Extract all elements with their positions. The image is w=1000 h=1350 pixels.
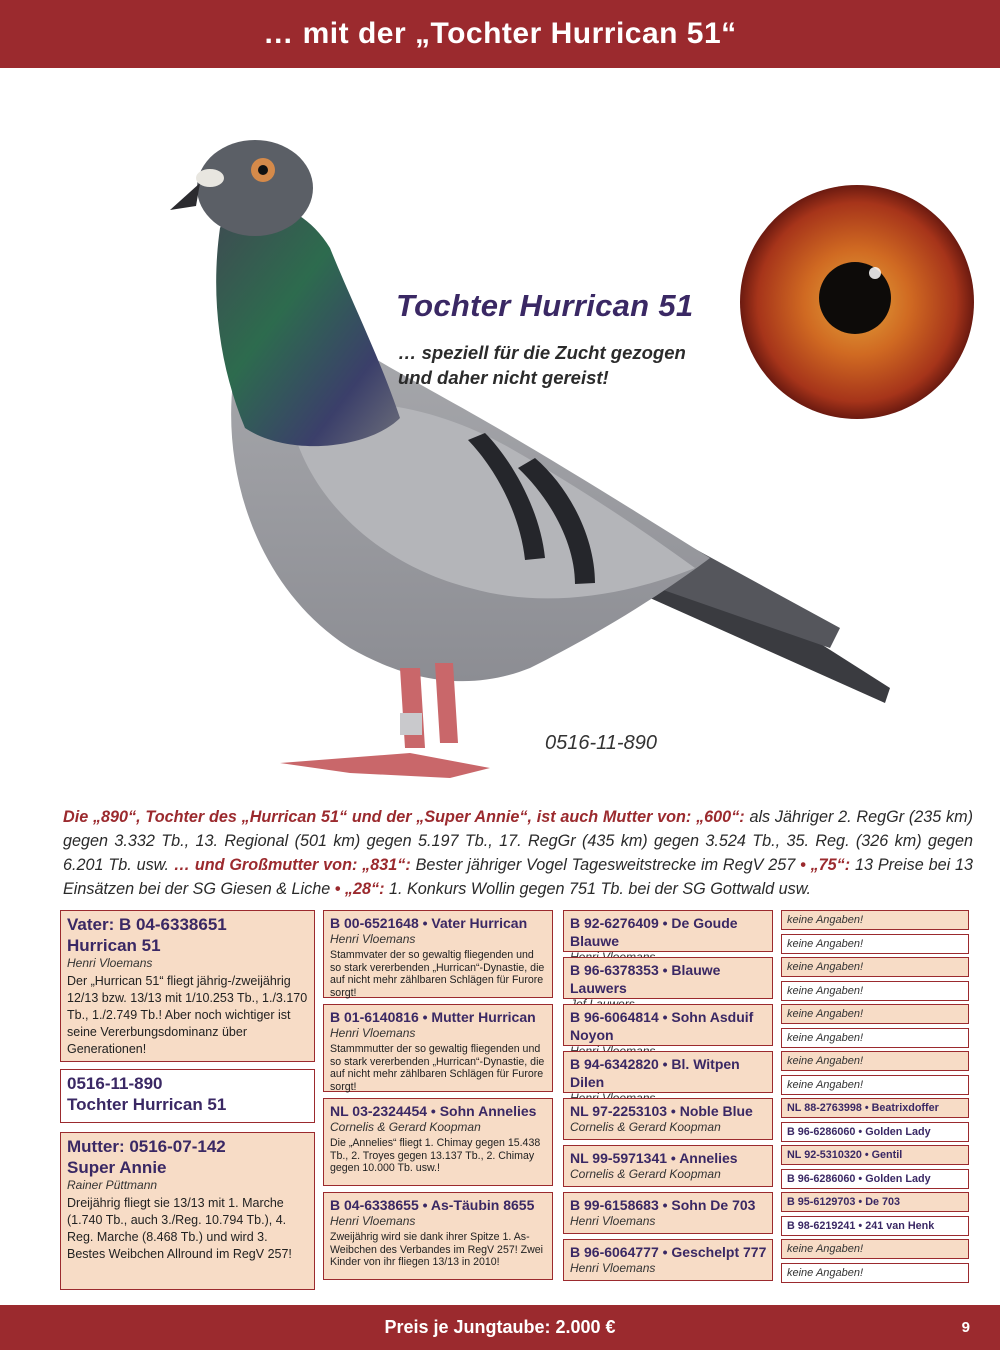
grandparent-title: NL 03-2324454 • Sohn Annelies: [330, 1103, 537, 1119]
father-box: [60, 910, 315, 1062]
ancestor-box: B 96-6286060 • Golden Lady: [781, 1169, 969, 1189]
great-grandparent-box: [563, 1145, 773, 1187]
intro-text-4: 1. Konkurs Wollin gegen 751 Tb. bei der SG Gottwald usw.: [384, 880, 811, 898]
great-grandparent-title: B 96-6064777 • Geschelpt 777: [570, 1244, 767, 1260]
grandparent-title: B 00-6521648 • Vater Hurrican: [330, 915, 528, 931]
great-grandparent-box: [563, 1239, 773, 1281]
ancestor-box: keine Angaben!: [781, 910, 969, 930]
headline-subtitle: [398, 340, 728, 390]
page-title: … mit der „Tochter Hurrican 51“: [263, 17, 737, 50]
intro-text-3: 13 Preise bei 13 Einsätzen bei der SG Giesen & Liche: [63, 856, 974, 898]
grandparent-title: B 01-6140816 • Mutter Hurrican: [330, 1009, 536, 1025]
mother-name: Super Annie: [67, 1158, 167, 1177]
great-grandparent-title: B 94-6342820 • Bl. Witpen Dilen: [570, 1056, 740, 1090]
eye-closeup-photo: [738, 183, 976, 421]
great-grandparent-title: B 92-6276409 • De Goude Blauwe: [570, 915, 738, 949]
great-grandparent-title: B 99-6158683 • Sohn De 703: [570, 1197, 756, 1213]
intro-text-1: als Jähriger 2. RegGr (235 km) gegen 3.332 Tb., 13. Regional (501 km) gegen 5.197 Tb., 17. RegGr (435 km) gegen 3.524 Tb., 35. Reg. (326 km) gegen 6.201 Tb. usw.: [63, 808, 973, 874]
headline-subtitle-line1: … speziell für die Zucht gezogen: [398, 342, 686, 363]
ancestor-box: B 96-6286060 • Golden Lady: [781, 1122, 969, 1142]
intro-text-2: Bester jähriger Vogel Tagesweitstrecke im RegV 257: [410, 856, 801, 874]
ancestor-box: B 95-6129703 • De 703: [781, 1192, 969, 1212]
great-grandparent-box: [563, 1004, 773, 1046]
ancestor-box: NL 88-2763998 • Beatrixdoffer: [781, 1098, 969, 1118]
intro-highlight-1: Die „890“, Tochter des „Hurrican 51“ und der „Super Annie“, ist auch Mutter von: „600“:: [63, 808, 745, 826]
ancestor-box: keine Angaben!: [781, 1004, 969, 1024]
ancestor-box: NL 92-5310320 • Gentil: [781, 1145, 969, 1165]
subject-name: Tochter Hurrican 51: [67, 1095, 227, 1114]
father-name: Hurrican 51: [67, 936, 161, 955]
ancestor-box: keine Angaben!: [781, 957, 969, 977]
father-breeder: Henri Vloemans: [67, 956, 153, 970]
mother-box: [60, 1132, 315, 1290]
page-number: 9: [961, 1319, 970, 1336]
headline-title: Tochter Hurrican 51: [396, 288, 694, 323]
great-grandparent-box: [563, 910, 773, 952]
grandparent-text: Die „Annelies“ fliegt 1. Chimay gegen 15.438 Tb., 2. Troyes gegen 13.137 Tb., 2. Chimay gegen 10.000 Tb. usw.!: [330, 1137, 541, 1174]
great-grandparent-title: NL 97-2253103 • Noble Blue: [570, 1103, 753, 1119]
ancestor-box: keine Angaben!: [781, 1051, 969, 1071]
great-grandparent-box: [563, 1098, 773, 1140]
grandparent-text: Stammmutter der so gewaltig fliegenden und so stark vererbenden „Hurrican“-Dynastie, die auf nicht mehr zählbaren Schlägen für Furore sorgt!: [330, 1043, 545, 1093]
ancestor-box: B 98-6219241 • 241 van Henk: [781, 1216, 969, 1236]
ancestor-box: keine Angaben!: [781, 934, 969, 954]
great-grandparent-title: NL 99-5971341 • Annelies: [570, 1150, 738, 1166]
intro-paragraph: [63, 805, 973, 901]
grandparent-box: [323, 1004, 553, 1092]
subject-ring: 0516-11-890: [67, 1074, 163, 1093]
ancestor-box: keine Angaben!: [781, 1075, 969, 1095]
mother-text: Dreijährig fliegt sie 13/13 mit 1. Marche (1.740 Tb., auch 3./Reg. 10.794 Tb.), 4. Reg. Marche (8.468 Tb.) und wird 3. Bestes Weibchen Allround im RegV 257!: [67, 1196, 292, 1261]
great-grandparent-breeder: Henri Vloemans: [570, 1214, 656, 1228]
grandparent-breeder: Henri Vloemans: [330, 1214, 416, 1228]
great-grandparent-breeder: Cornelis & Gerard Koopman: [570, 1120, 721, 1134]
great-grandparent-box: [563, 1192, 773, 1234]
grandparent-box: [323, 1098, 553, 1186]
intro-highlight-3: • „75“:: [800, 856, 851, 874]
great-grandparent-box: [563, 957, 773, 999]
ring-number-label: 0516-11-890: [545, 732, 657, 754]
grandparent-title: B 04-6338655 • As-Täubin 8655: [330, 1197, 535, 1213]
footer-bar: [0, 1305, 1000, 1350]
intro-highlight-2: … und Großmutter von: „831“:: [173, 856, 411, 874]
grandparent-box: [323, 1192, 553, 1280]
grandparent-breeder: Henri Vloemans: [330, 1026, 416, 1040]
grandparent-text: Stammvater der so gewaltig fliegenden und so stark vererbenden „Hurrican“-Dynastie, die auf nicht mehr zählbaren Schlägen für Furore sorgt!: [330, 949, 545, 999]
ancestor-box: keine Angaben!: [781, 1239, 969, 1259]
great-grandparent-breeder: Henri Vloemans: [570, 1261, 656, 1275]
mother-title: Mutter: 0516-07-142: [67, 1137, 226, 1156]
father-text: Der „Hurrican 51“ fliegt jährig-/zweijährig 12/13 bzw. 13/13 mit 1/10.253 Tb., 1./3.170 Tb., 1./2.749 Tb.! Aber noch wichtiger ist seine Vererbungsdominanz über Generationen!: [67, 974, 308, 1056]
great-grandparent-breeder: Cornelis & Gerard Koopman: [570, 1167, 721, 1181]
great-grandparent-title: B 96-6378353 • Blauwe Lauwers: [570, 962, 721, 996]
great-grandparent-box: [563, 1051, 773, 1093]
grandparent-breeder: Henri Vloemans: [330, 932, 416, 946]
subject-box: [60, 1069, 315, 1123]
ancestor-box: keine Angaben!: [781, 1263, 969, 1283]
intro-highlight-4: • „28“:: [334, 880, 385, 898]
photo-area: [0, 68, 1000, 798]
ancestor-box: keine Angaben!: [781, 1028, 969, 1048]
grandparent-box: [323, 910, 553, 998]
ancestor-box: keine Angaben!: [781, 981, 969, 1001]
great-grandparent-title: B 96-6064814 • Sohn Asduif Noyon: [570, 1009, 754, 1043]
headline-subtitle-line2: und daher nicht gereist!: [398, 367, 609, 388]
header-bar: [0, 0, 1000, 68]
grandparent-breeder: Cornelis & Gerard Koopman: [330, 1120, 481, 1134]
father-title: Vater: B 04-6338651: [67, 915, 227, 934]
grandparent-text: Zweijährig wird sie dank ihrer Spitze 1. As-Weibchen des Verbandes im RegV 257! Zwei Kinder von ihr fliegen 13/13 in 2010!: [330, 1231, 543, 1268]
price-label: Preis je Jungtaube: 2.000 €: [384, 1317, 616, 1337]
mother-breeder: Rainer Püttmann: [67, 1178, 158, 1192]
